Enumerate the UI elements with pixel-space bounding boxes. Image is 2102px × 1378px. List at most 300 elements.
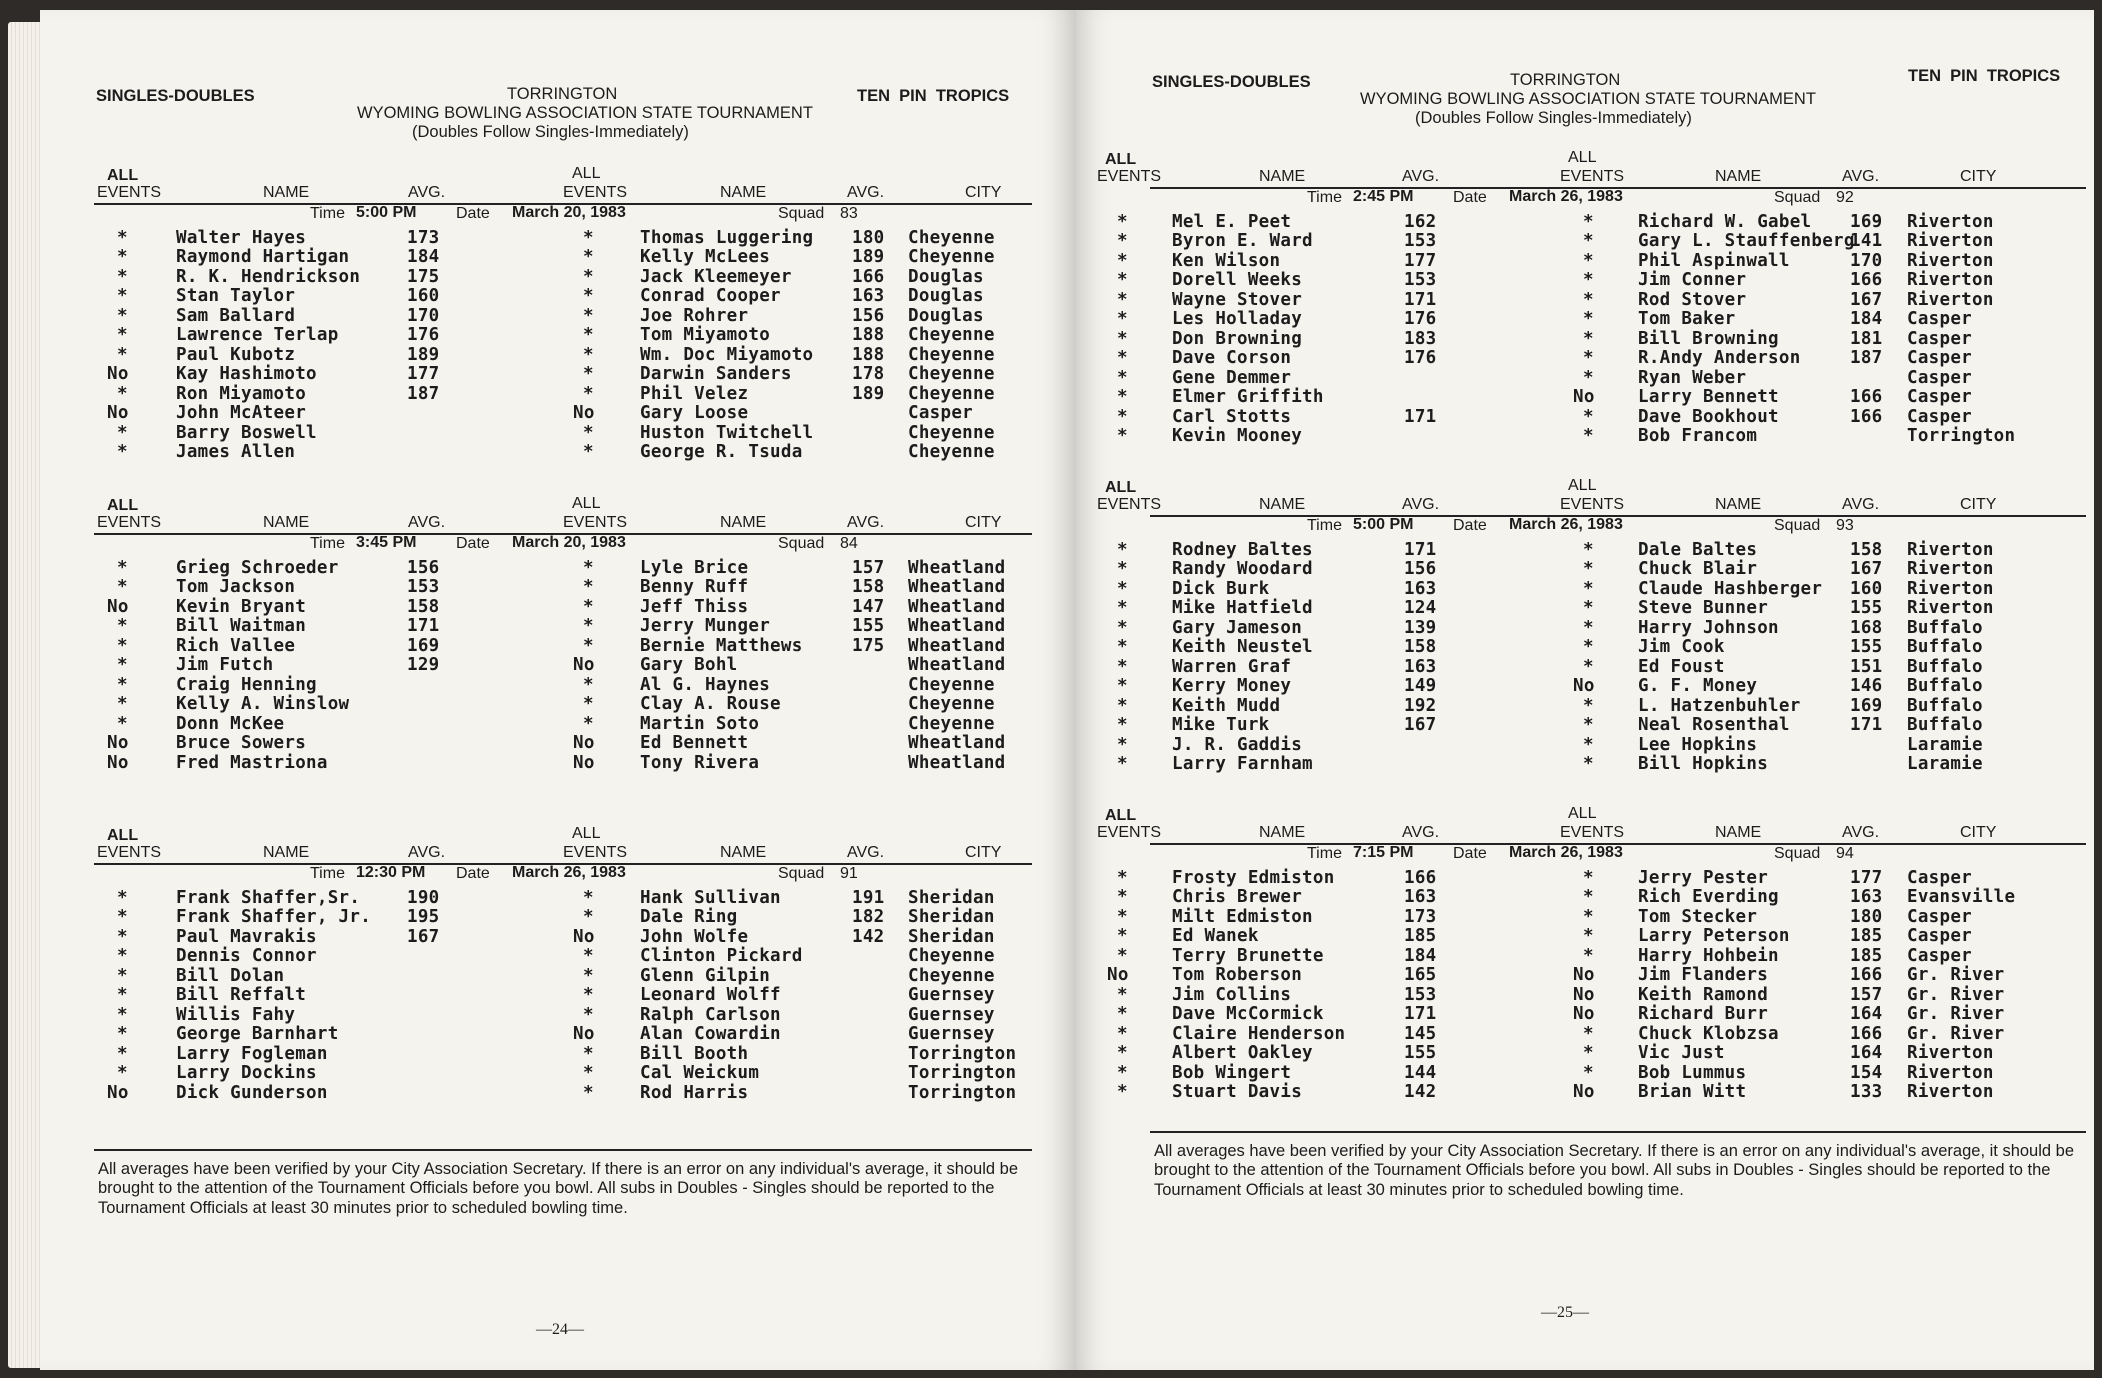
all-events-mark: * <box>117 266 128 287</box>
col-avg-1: AVG. <box>1402 168 1440 185</box>
all-events-mark: * <box>117 616 128 637</box>
squad-number: 83 <box>840 205 858 222</box>
all-events-mark: * <box>117 228 128 248</box>
partner-name: Kelly McLees <box>640 247 771 268</box>
all-events-mark: * <box>1583 617 1594 638</box>
all-events-mark: * <box>117 577 128 598</box>
all-events-mark: * <box>1583 656 1594 677</box>
partner-average: 155 <box>1850 598 1883 619</box>
all-events-mark: * <box>1117 598 1128 619</box>
team-city: Cheyenne <box>908 713 995 734</box>
partner-average: 166 <box>852 266 885 287</box>
team-city: Cheyenne <box>908 228 995 248</box>
partner-name: Phil Aspinwall <box>1638 250 1790 271</box>
bowler-name: Grieg Schroeder <box>176 558 339 578</box>
team-city: Casper <box>908 403 974 424</box>
bowler-name: Jim Collins <box>1172 984 1292 1005</box>
all-events-mark: * <box>1117 1081 1128 1102</box>
bowler-name: Kevin Bryant <box>176 596 307 617</box>
team-city: Riverton <box>1907 270 1994 291</box>
bowler-average: 149 <box>1404 676 1437 697</box>
all-events-mark: * <box>117 422 128 443</box>
bowler-name: Bob Wingert <box>1172 1062 1292 1083</box>
col-events-1: EVENTS <box>97 184 162 201</box>
all-events-mark: * <box>1583 309 1594 330</box>
partner-name: Dale Ring <box>640 907 738 928</box>
all-events-mark: * <box>1117 676 1128 697</box>
partner-name: Thomas Luggering <box>640 228 814 248</box>
bowler-name: Carl Stotts <box>1172 406 1292 427</box>
all-events-mark: * <box>583 558 594 578</box>
all-events-mark: * <box>1117 945 1128 966</box>
col-name-2: NAME <box>720 184 767 201</box>
team-city: Douglas <box>908 286 984 307</box>
bowler-name: Gene Demmer <box>1172 367 1292 388</box>
bowler-name: Rodney Baltes <box>1172 540 1313 560</box>
team-city: Cheyenne <box>908 344 995 365</box>
all-events-mark: * <box>1117 289 1128 310</box>
bowler-name: Willis Fahy <box>176 1004 296 1025</box>
squad-time: 2:45 PM <box>1353 188 1414 205</box>
col-city: CITY <box>1960 168 1997 185</box>
partner-name: Chuck Blair <box>1638 559 1758 580</box>
bowler-average: 171 <box>1404 289 1437 310</box>
bowler-name: Albert Oakley <box>1172 1043 1313 1064</box>
team-city: Sheridan <box>908 888 995 908</box>
partner-average: 164 <box>1850 1004 1883 1025</box>
partner-name: Ryan Weber <box>1638 367 1747 388</box>
bowler-name: Stuart Davis <box>1172 1081 1303 1102</box>
all-events-mark: * <box>1117 1062 1128 1083</box>
partner-name: Bill Browning <box>1638 328 1779 349</box>
page-number: —25— <box>1541 1304 1589 1321</box>
partner-average: 177 <box>1850 868 1883 888</box>
all-events-mark: * <box>117 558 128 578</box>
partner-name: Larry Peterson <box>1638 926 1790 947</box>
squad-label: Squad <box>778 205 825 222</box>
page-number: —24— <box>536 1321 584 1338</box>
bowler-average: 156 <box>407 558 440 578</box>
header-host-lanes: TEN PIN TROPICS <box>1908 67 2061 85</box>
all-events-mark: * <box>117 1024 128 1045</box>
all-events-mark: * <box>583 888 594 908</box>
partner-name: Jim Flanders <box>1638 965 1769 986</box>
partner-average: 185 <box>1850 926 1883 947</box>
squad-date: March 20, 1983 <box>512 534 626 551</box>
team-city: Cheyenne <box>908 383 995 404</box>
partner-name: Jim Conner <box>1638 270 1747 291</box>
partner-name: Keith Ramond <box>1638 984 1769 1005</box>
team-city: Torrington <box>908 1082 1017 1103</box>
team-city: Cheyenne <box>908 247 995 268</box>
all-events-mark: * <box>1583 637 1594 658</box>
bowler-average: 177 <box>1404 250 1437 271</box>
col-all-events-2: ALL <box>572 495 601 512</box>
partner-name: Phil Velez <box>640 383 749 404</box>
bowler-name: Ken Wilson <box>1172 250 1281 271</box>
bowler-name: James Allen <box>176 441 296 462</box>
col-avg-1: AVG. <box>1402 496 1440 513</box>
all-events-mark: * <box>117 694 128 715</box>
bowler-average: 163 <box>1404 887 1437 908</box>
col-name-1: NAME <box>1259 496 1306 513</box>
team-city: Buffalo <box>1907 656 1983 677</box>
all-events-mark: * <box>117 965 128 986</box>
all-events-mark: No <box>107 403 129 424</box>
partner-name: Tom Baker <box>1638 309 1736 330</box>
team-city: Riverton <box>1907 1043 1994 1064</box>
bowler-name: J. R. Gaddis <box>1172 734 1303 755</box>
partner-average: 157 <box>852 558 885 578</box>
partner-average: 166 <box>1850 387 1883 408</box>
all-events-mark: * <box>583 305 594 326</box>
bowler-name: Larry Dockins <box>176 1063 317 1084</box>
squad-label: Squad <box>778 865 825 882</box>
bowler-name: Jim Futch <box>176 655 274 676</box>
col-avg-1: AVG. <box>408 844 446 861</box>
bowler-average: 175 <box>407 266 440 287</box>
team-city: Torrington <box>1907 425 2016 446</box>
partner-name: Bernie Matthews <box>640 635 803 656</box>
team-city: Wheatland <box>908 577 1006 598</box>
col-all-events-1: ALL <box>107 827 139 844</box>
all-events-mark: * <box>117 888 128 908</box>
bowler-name: Elmer Griffith <box>1172 387 1324 408</box>
all-events-mark: * <box>1117 540 1128 560</box>
col-avg-2: AVG. <box>1842 824 1880 841</box>
all-events-mark: * <box>583 985 594 1006</box>
team-city: Douglas <box>908 305 984 326</box>
partner-name: Lyle Brice <box>640 558 749 578</box>
bowler-name: Bill Waitman <box>176 616 307 637</box>
partner-name: John Wolfe <box>640 926 749 947</box>
all-events-mark: * <box>1583 926 1594 947</box>
all-events-mark: * <box>583 266 594 287</box>
all-events-mark: * <box>1583 540 1594 560</box>
all-events-mark: * <box>1117 328 1128 349</box>
all-events-mark: * <box>583 596 594 617</box>
all-events-mark: No <box>1573 1004 1595 1025</box>
time-label: Time <box>310 865 345 882</box>
partner-average: 167 <box>1850 559 1883 580</box>
all-events-mark: * <box>583 344 594 365</box>
partner-name: Chuck Klobzsa <box>1638 1023 1779 1044</box>
all-events-mark: * <box>1117 887 1128 908</box>
partner-name: Rod Harris <box>640 1082 749 1103</box>
partner-name: Ralph Carlson <box>640 1004 781 1025</box>
partner-name: Rich Everding <box>1638 887 1779 908</box>
bowler-name: Kay Hashimoto <box>176 364 317 385</box>
bowler-name: Dorell Weeks <box>1172 270 1303 291</box>
partner-name: Ed Bennett <box>640 733 749 754</box>
header-host-lanes: TEN PIN TROPICS <box>857 87 1010 105</box>
bowler-name: John McAteer <box>176 403 307 424</box>
team-city: Cheyenne <box>908 965 995 986</box>
all-events-mark: No <box>1573 965 1595 986</box>
partner-name: Huston Twitchell <box>640 422 814 443</box>
all-events-mark: No <box>1107 965 1129 986</box>
bowler-average: 160 <box>407 286 440 307</box>
all-events-mark: * <box>117 383 128 404</box>
col-city: CITY <box>1960 824 1997 841</box>
squad-number: 84 <box>840 535 858 552</box>
bowler-average: 165 <box>1404 965 1437 986</box>
team-city: Riverton <box>1907 578 1994 599</box>
bowler-average: 184 <box>407 247 440 268</box>
col-events-1: EVENTS <box>97 844 162 861</box>
partner-name: Glenn Gilpin <box>640 965 771 986</box>
all-events-mark: * <box>583 325 594 346</box>
bowler-average: 124 <box>1404 598 1437 619</box>
col-avg-2: AVG. <box>1842 496 1880 513</box>
all-events-mark: * <box>583 364 594 385</box>
team-city: Wheatland <box>908 596 1006 617</box>
partner-average: 189 <box>852 383 885 404</box>
col-avg-1: AVG. <box>1402 824 1440 841</box>
partner-name: Jeff Thiss <box>640 596 749 617</box>
partner-average: 167 <box>1850 289 1883 310</box>
partner-name: Dale Baltes <box>1638 540 1758 560</box>
bowler-average: 187 <box>407 383 440 404</box>
bowler-average: 163 <box>1404 656 1437 677</box>
all-events-mark: * <box>1583 559 1594 580</box>
partner-name: Vic Just <box>1638 1043 1725 1064</box>
col-all-events-2: ALL <box>1568 149 1597 166</box>
team-city: Guernsey <box>908 1024 995 1045</box>
all-events-mark: * <box>1117 753 1128 774</box>
bowler-name: Paul Kubotz <box>176 344 296 365</box>
team-city: Riverton <box>1907 1062 1994 1083</box>
all-events-mark: * <box>1583 753 1594 774</box>
team-city: Casper <box>1907 309 1973 330</box>
all-events-mark: * <box>1583 406 1594 427</box>
all-events-mark: * <box>1583 598 1594 619</box>
all-events-mark: * <box>583 1004 594 1025</box>
bowler-name: Don Browning <box>1172 328 1303 349</box>
partner-name: George R. Tsuda <box>640 441 803 462</box>
bowler-name: Keith Mudd <box>1172 695 1281 716</box>
team-city: Riverton <box>1907 598 1994 619</box>
partner-name: Lee Hopkins <box>1638 734 1758 755</box>
partner-average: 133 <box>1850 1081 1883 1102</box>
bowler-name: Bill Reffalt <box>176 985 307 1006</box>
all-events-mark: * <box>583 441 594 462</box>
bowler-name: Raymond Hartigan <box>176 247 350 268</box>
bowler-name: Kelly A. Winslow <box>176 694 350 715</box>
partner-average: 154 <box>1850 1062 1883 1083</box>
all-events-mark: * <box>1583 212 1594 232</box>
all-events-mark: * <box>1117 270 1128 291</box>
partner-name: Harry Hohbein <box>1638 945 1779 966</box>
bowler-name: Tom Roberson <box>1172 965 1303 986</box>
team-city: Cheyenne <box>908 694 995 715</box>
team-city: Casper <box>1907 328 1973 349</box>
bowler-name: Frank Shaffer, Jr. <box>176 907 372 928</box>
all-events-mark: * <box>1117 984 1128 1005</box>
bowler-name: Tom Jackson <box>176 577 296 598</box>
all-events-mark: No <box>573 733 595 754</box>
time-label: Time <box>1307 517 1342 534</box>
bowler-average: 153 <box>1404 270 1437 291</box>
all-events-mark: * <box>1117 1043 1128 1064</box>
partner-average: 163 <box>1850 887 1883 908</box>
team-city: Riverton <box>1907 231 1994 252</box>
all-events-mark: * <box>1117 309 1128 330</box>
bowler-name: Dick Burk <box>1172 578 1270 599</box>
bowler-name: Lawrence Terlap <box>176 325 339 346</box>
bowler-average: 155 <box>1404 1043 1437 1064</box>
bowler-name: Craig Henning <box>176 674 317 695</box>
all-events-mark: * <box>1583 906 1594 927</box>
date-label: Date <box>456 865 490 882</box>
col-name-2: NAME <box>1715 496 1762 513</box>
team-city: Gr. River <box>1907 984 2005 1005</box>
partner-average: 184 <box>1850 309 1883 330</box>
col-all-events-2: ALL <box>572 165 601 182</box>
squad-number: 92 <box>1836 189 1854 206</box>
col-avg-2: AVG. <box>847 184 885 201</box>
partner-name: Darwin Sanders <box>640 364 792 385</box>
team-city: Riverton <box>1907 1081 1994 1102</box>
bowler-name: Keith Neustel <box>1172 637 1313 658</box>
bowler-average: 176 <box>1404 309 1437 330</box>
all-events-mark: No <box>107 1082 129 1103</box>
bowler-average: 195 <box>407 907 440 928</box>
bowler-name: Mel E. Peet <box>1172 212 1292 232</box>
bowler-name: Sam Ballard <box>176 305 296 326</box>
col-name-1: NAME <box>1259 824 1306 841</box>
col-city: CITY <box>965 184 1002 201</box>
team-city: Laramie <box>1907 734 1983 755</box>
bowler-name: Warren Graf <box>1172 656 1292 677</box>
bowler-name: Paul Mavrakis <box>176 926 317 947</box>
col-city: CITY <box>1960 496 1997 513</box>
team-city: Casper <box>1907 367 1973 388</box>
bowler-name: Milt Edmiston <box>1172 906 1313 927</box>
partner-average: 166 <box>1850 965 1883 986</box>
bowler-average: 183 <box>1404 328 1437 349</box>
col-events-2: EVENTS <box>1560 496 1625 513</box>
all-events-mark: * <box>1583 695 1594 716</box>
all-events-mark: * <box>117 1063 128 1084</box>
all-events-mark: * <box>117 926 128 947</box>
team-city: Casper <box>1907 406 1973 427</box>
all-events-mark: No <box>1573 1081 1595 1102</box>
all-events-mark: * <box>1117 425 1128 446</box>
partner-name: G. F. Money <box>1638 676 1758 697</box>
all-events-mark: * <box>1117 348 1128 369</box>
bowler-name: Frank Shaffer,Sr. <box>176 888 361 908</box>
all-events-mark: * <box>1117 617 1128 638</box>
partner-average: 168 <box>1850 617 1883 638</box>
partner-average: 141 <box>1850 231 1883 252</box>
squad-time: 5:00 PM <box>356 204 417 221</box>
all-events-mark: * <box>1583 578 1594 599</box>
bowler-name: Fred Mastriona <box>176 752 328 773</box>
squad-time: 3:45 PM <box>356 534 417 551</box>
bowler-average: 189 <box>407 344 440 365</box>
col-name-1: NAME <box>263 514 310 531</box>
bowler-name: Frosty Edmiston <box>1172 868 1335 888</box>
col-all-events-2: ALL <box>1568 477 1597 494</box>
all-events-mark: No <box>573 752 595 773</box>
date-label: Date <box>456 205 490 222</box>
team-city: Evansville <box>1907 887 2016 908</box>
team-city: Casper <box>1907 868 1973 888</box>
partner-name: Jim Cook <box>1638 637 1725 658</box>
footer-note: All averages have been verified by your City Association Secretary. If there is an error on any individual's average, it should be brought to the attention of the Tournament Officials before you bowl. All subs in Doubles - Singles should be reported to the Tournament Officials at least 30 minutes prior to scheduled bowling time. <box>98 1160 1019 1217</box>
partner-name: Al G. Haynes <box>640 674 771 695</box>
partner-average: 142 <box>852 926 885 947</box>
all-events-mark: No <box>107 364 129 385</box>
team-city: Guernsey <box>908 985 995 1006</box>
partner-average: 146 <box>1850 676 1883 697</box>
col-all-events-1: ALL <box>107 167 139 184</box>
bowler-average: 153 <box>407 577 440 598</box>
partner-average: 181 <box>1850 328 1883 349</box>
team-city: Gr. River <box>1907 1004 2005 1025</box>
partner-name: Bob Lummus <box>1638 1062 1747 1083</box>
bowler-average: 184 <box>1404 945 1437 966</box>
partner-average: 156 <box>852 305 885 326</box>
bowler-name: Chris Brewer <box>1172 887 1303 908</box>
partner-average: 185 <box>1850 945 1883 966</box>
all-events-mark: * <box>117 286 128 307</box>
col-events-1: EVENTS <box>1097 168 1162 185</box>
partner-name: R.Andy Anderson <box>1638 348 1801 369</box>
col-events-2: EVENTS <box>563 844 628 861</box>
partner-average: 155 <box>852 616 885 637</box>
bowler-average: 129 <box>407 655 440 676</box>
col-name-1: NAME <box>263 844 310 861</box>
col-city: CITY <box>965 514 1002 531</box>
col-name-2: NAME <box>1715 824 1762 841</box>
bowler-average: 158 <box>407 596 440 617</box>
all-events-mark: * <box>117 713 128 734</box>
date-label: Date <box>1453 517 1487 534</box>
footer-note: All averages have been verified by your City Association Secretary. If there is an error on any individual's average, it should be brought to the attention of the Tournament Officials before you bowl. All subs in Doubles - Singles should be reported to the Tournament Officials at least 30 minutes prior to scheduled bowling time. <box>1154 1142 2075 1199</box>
team-city: Guernsey <box>908 1004 995 1025</box>
bowler-name: Bruce Sowers <box>176 733 307 754</box>
team-city: Riverton <box>1907 250 1994 271</box>
time-label: Time <box>1307 189 1342 206</box>
bowler-name: Stan Taylor <box>176 286 296 307</box>
bowler-average: 142 <box>1404 1081 1437 1102</box>
partner-name: Jerry Pester <box>1638 868 1769 888</box>
squad-time: 5:00 PM <box>1353 516 1414 533</box>
all-events-mark: * <box>583 286 594 307</box>
team-city: Riverton <box>1907 540 1994 560</box>
all-events-mark: * <box>1117 906 1128 927</box>
col-events-2: EVENTS <box>563 184 628 201</box>
all-events-mark: * <box>1117 387 1128 408</box>
partner-name: Bob Francom <box>1638 425 1758 446</box>
partner-average: 155 <box>1850 637 1883 658</box>
partner-average: 189 <box>852 247 885 268</box>
team-city: Buffalo <box>1907 617 1983 638</box>
all-events-mark: No <box>1573 984 1595 1005</box>
partner-name: Bill Booth <box>640 1043 749 1064</box>
header-singles-doubles: SINGLES-DOUBLES <box>96 87 255 105</box>
all-events-mark: * <box>117 1043 128 1064</box>
partner-name: Harry Johnson <box>1638 617 1779 638</box>
partner-average: 178 <box>852 364 885 385</box>
bowler-average: 156 <box>1404 559 1437 580</box>
date-label: Date <box>1453 845 1487 862</box>
all-events-mark: * <box>1583 231 1594 252</box>
team-city: Torrington <box>908 1063 1017 1084</box>
all-events-mark: * <box>1583 250 1594 271</box>
